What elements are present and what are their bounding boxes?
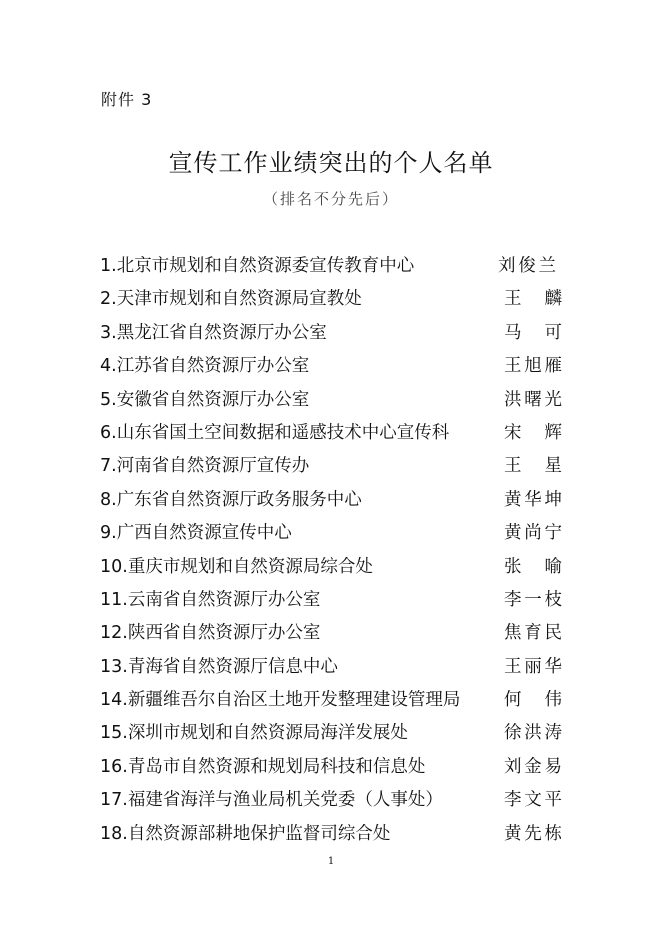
person-name: 张 喻 <box>504 556 562 577</box>
person-name: 王丽华 <box>504 656 562 677</box>
organization-name: 14.新疆维吾尔自治区土地开发整理建设管理局 <box>100 690 461 711</box>
person-name: 黄华坤 <box>504 489 562 510</box>
organization-name: 12.陕西省自然资源厅办公室 <box>100 623 321 644</box>
organization-name: 1.北京市规划和自然资源委宣传教育中心 <box>100 256 415 276</box>
list-item <box>100 784 570 817</box>
person-name: 王旭雁 <box>504 356 562 377</box>
list-item <box>100 417 570 450</box>
organization-name: 10.重庆市规划和自然资源局综合处 <box>100 556 373 577</box>
list-item <box>100 283 570 316</box>
organization-name: 15.深圳市规划和自然资源局海洋发展处 <box>100 723 408 744</box>
organization-name: 2.天津市规划和自然资源局宣教处 <box>100 289 362 310</box>
organization-name: 8.广东省自然资源厅政务服务中心 <box>100 489 362 510</box>
organization-name: 6.山东省国土空间数据和遥感技术中心宣传科 <box>100 422 450 443</box>
list-item <box>100 684 570 717</box>
list-item <box>100 651 570 684</box>
organization-name: 4.江苏省自然资源厅办公室 <box>100 356 310 377</box>
organization-name: 9.广西自然资源宣传中心 <box>100 523 292 544</box>
list-item <box>100 751 570 784</box>
organization-name: 11.云南省自然资源厅办公室 <box>100 589 321 610</box>
list-item <box>100 617 570 650</box>
page-number: 1 <box>327 856 335 867</box>
organization-name: 18.自然资源部耕地保护监督司综合处 <box>100 823 391 844</box>
list-item <box>100 450 570 483</box>
person-name: 徐洪涛 <box>504 723 562 744</box>
organization-name: 7.河南省自然资源厅宣传办 <box>100 456 310 477</box>
person-name: 焦育民 <box>504 623 562 644</box>
list-item <box>100 517 570 550</box>
person-name: 洪曙光 <box>504 389 562 410</box>
organization-name: 13.青海省自然资源厅信息中心 <box>100 656 338 677</box>
person-name: 黄先栋 <box>504 823 562 844</box>
list-item <box>100 350 570 383</box>
person-name: 王 星 <box>504 456 562 477</box>
person-name: 刘金易 <box>504 756 562 777</box>
person-name: 王 麟 <box>504 289 562 310</box>
person-name: 宋 辉 <box>504 422 562 443</box>
organization-name: 3.黑龙江省自然资源厅办公室 <box>100 322 327 343</box>
person-name: 刘俊兰 <box>498 256 556 276</box>
honoree-list <box>100 250 570 851</box>
person-name: 黄尚宁 <box>504 523 562 544</box>
attachment-label: 附件 3 <box>101 90 153 109</box>
list-item <box>100 384 570 417</box>
organization-name: 16.青岛市自然资源和规划局科技和信息处 <box>100 756 426 777</box>
list-item <box>100 717 570 750</box>
person-name: 李一枝 <box>504 589 562 610</box>
list-item <box>100 584 570 617</box>
person-name: 何 伟 <box>504 690 562 711</box>
list-item <box>100 818 570 851</box>
list-item <box>100 250 570 283</box>
list-item <box>100 317 570 350</box>
document-subtitle: （排名不分先后） <box>262 190 399 208</box>
list-item <box>100 484 570 517</box>
organization-name: 17.福建省海洋与渔业局机关党委（人事处） <box>100 790 443 811</box>
organization-name: 5.安徽省自然资源厅办公室 <box>100 389 310 410</box>
person-name: 马 可 <box>504 322 562 343</box>
person-name: 李文平 <box>504 790 562 811</box>
document-title: 宣传工作业绩突出的个人名单 <box>168 149 494 177</box>
list-item <box>100 551 570 584</box>
